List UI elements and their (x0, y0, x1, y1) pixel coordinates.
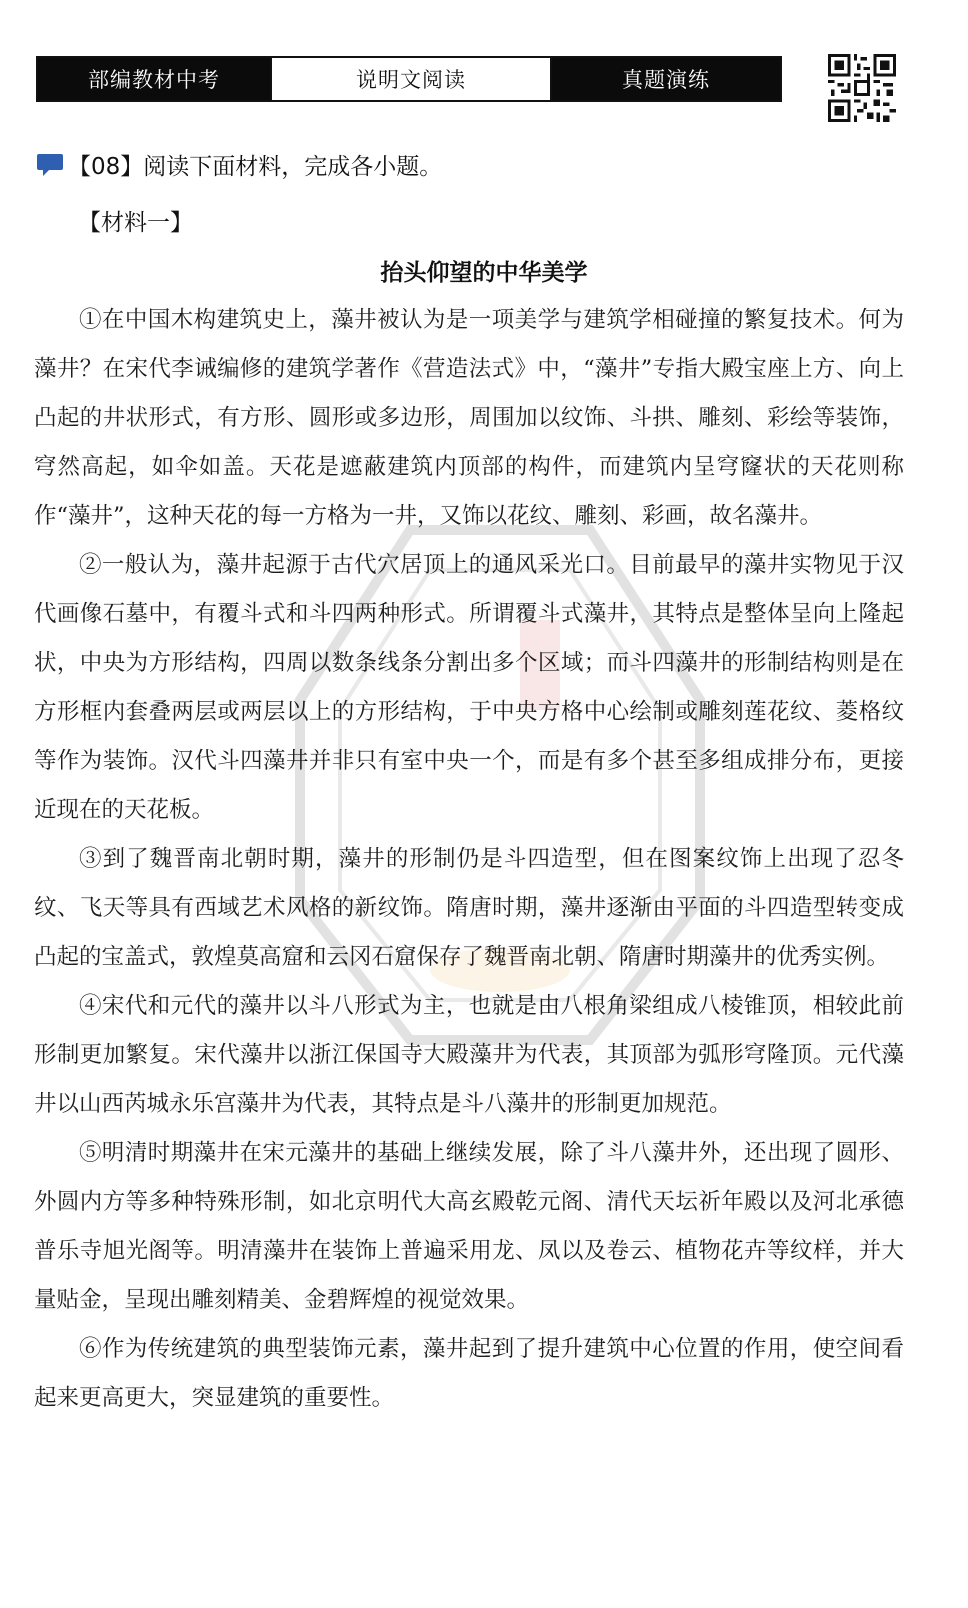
question-heading (36, 148, 442, 181)
paragraph: ⑤明清时期藻井在宋元藻井的基础上继续发展，除了斗八藻井外，还出现了圆形、外圆内方等多种特殊形制，如北京明代大高玄殿乾元阁、清代天坛祈年殿以及河北承德普乐寺旭光阁等。明清藻井在装饰上普遍采用龙、凤以及卷云、植物花卉等纹样，并大量贴金，呈现出雕刻精美、金碧辉煌的视觉效果。 (34, 1140, 904, 1313)
article-title: 抬头仰望的中华美学 (380, 260, 588, 286)
paragraph: ①在中国木构建筑史上，藻井被认为是一项美学与建筑学相碰撞的繁复技术。何为藻井？在宋代李诫编修的建筑学著作《营造法式》中，“藻井”专指大殿宝座上方、向上凸起的井状形式，有方形、圆形或多边形，周围加以纹饰、斗拱、雕刻、彩绘等装饰，穹然高起，如伞如盖。天花是遮蔽建筑内顶部的构件，而建筑内呈穹窿状的天花则称作“藻井”，这种天花的每一方格为一井，又饰以花纹、雕刻、彩画，故名藻井。 (34, 307, 904, 529)
paragraph: ③到了魏晋南北朝时期，藻井的形制仍是斗四造型，但在图案纹饰上出现了忍冬纹、飞天等具有西域艺术风格的新纹饰。隋唐时期，藻井逐渐由平面的斗四造型转变成凸起的宝盖式，敦煌莫高窟和云冈石窟保存了魏晋南北朝、隋唐时期藻井的优秀实例。 (34, 846, 904, 970)
header-section-label: 真题演练 (552, 58, 780, 100)
header-subject-label: 部编教材中考 (38, 58, 270, 100)
paragraph: ②一般认为，藻井起源于古代穴居顶上的通风采光口。目前最早的藻井实物见于汉代画像石墓中，有覆斗式和斗四两种形式。所谓覆斗式藻井，其特点是整体呈向上隆起状，中央为方形结构，四周以数条线条分割出多个区域；而斗四藻井的形制结构则是在方形框内套叠两层或两层以上的方形结构，于中央方格中心绘制或雕刻莲花纹、菱格纹等作为装饰。汉代斗四藻井并非只有室中央一个，而是有多个甚至多组成排分布，更接近现在的天花板。 (34, 552, 904, 823)
header-topic-label: 说明文阅读 (270, 58, 552, 100)
material-label: 【材料一】 (78, 210, 193, 236)
speech-bubble-icon (36, 152, 64, 178)
article-body (34, 296, 904, 1423)
header-bar (36, 56, 782, 102)
question-title: 【08】阅读下面材料，完成各小题。 (68, 154, 443, 180)
paragraph: ⑥作为传统建筑的典型装饰元素，藻井起到了提升建筑中心位置的作用，使空间看起来更高更大，突显建筑的重要性。 (34, 1336, 904, 1411)
paragraph: ④宋代和元代的藻井以斗八形式为主，也就是由八根角梁组成八棱锥顶，相较此前形制更加繁复。宋代藻井以浙江保国寺大殿藻井为代表，其顶部为弧形穹隆顶。元代藻井以山西芮城永乐宫藻井为代表，其特点是斗八藻井的形制更加规范。 (34, 993, 904, 1117)
qr-code-icon (828, 54, 896, 122)
